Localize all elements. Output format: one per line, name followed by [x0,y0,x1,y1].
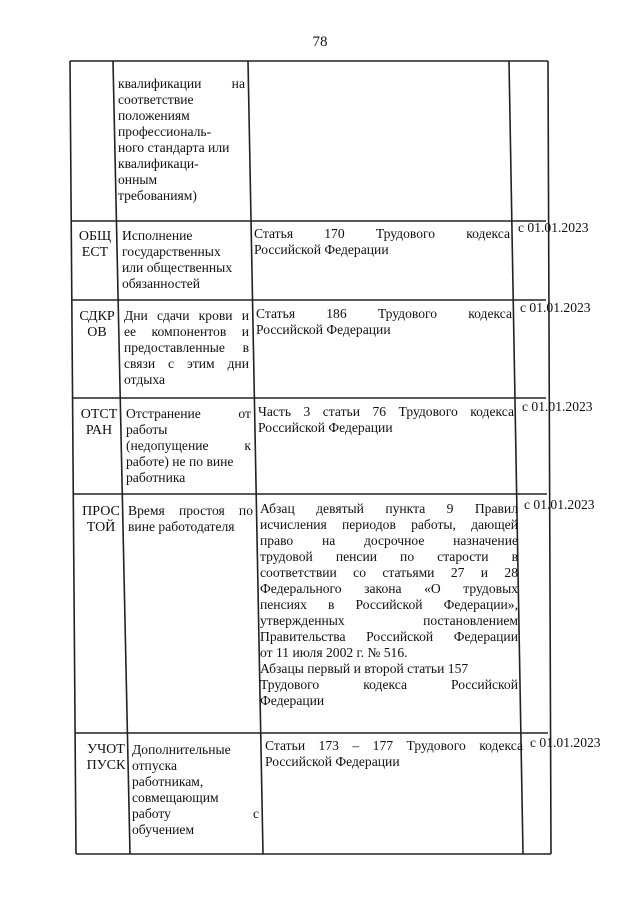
description-line: Исполнение [122,228,193,243]
row-description [118,222,250,292]
row-code: ОБЩ ЕСТ [78,229,112,260]
description-line: или общественных [122,260,233,275]
description-line: Дополнительные [132,742,231,757]
description-line: связи с этим дни [124,356,249,371]
basis-line: Статьи 173 – 177 Трудового кодекса [265,738,523,753]
row-code: СДКР ОВ [79,309,115,340]
basis-line: Статья 186 Трудового кодекса [256,306,512,321]
row-code: ОТСТ РАН [80,407,118,438]
basis-line: утвержденных постановлением [260,613,518,628]
description-line: квалификации на [118,76,245,91]
row-effective-date: с 01.01.2023 [518,220,589,235]
row-description [128,736,262,838]
description-line: положениям [118,108,190,123]
basis-line: Федерального закона «О трудовых [260,581,518,596]
basis-line: Абзацы первый и второй статьи 157 [260,661,469,676]
description-line: онным [118,172,158,187]
basis-line: Правительства Российской Федерации [260,629,518,644]
description-line: отпуска [132,758,178,773]
description-line: соответствие [118,92,194,107]
row-effective-date: с 01.01.2023 [530,735,601,750]
row-legal-basis [254,398,516,436]
basis-line: соответствии со статьями 27 и 28 [260,565,518,580]
description-line: работе) не по вине [126,454,234,469]
basis-line: Российской Федерации [258,420,393,435]
description-line: Время простоя по [128,503,253,518]
row-effective-date: с 01.01.2023 [524,497,595,512]
row-description [124,497,256,535]
description-line: работы [126,422,168,437]
basis-line: трудовой пенсии по старости в [260,549,518,564]
basis-line: от 11 июля 2002 г. № 516. [260,645,408,660]
description-line: вине работодателя [128,519,235,534]
page-number: 78 [312,34,328,50]
row-legal-basis [256,495,520,709]
basis-line: Российской Федерации [256,322,391,337]
description-line: профессиональ- [118,124,212,139]
row-legal-basis [250,220,512,258]
description-line: обязанностей [122,276,200,291]
basis-line: Часть 3 статьи 76 Трудового кодекса [258,404,514,419]
basis-line: право на досрочное назначение [260,533,518,548]
row-description [120,302,252,388]
row-legal-basis [252,300,514,338]
basis-line: пенсиях в Российской Федерации», [260,597,518,612]
basis-line: Статья 170 Трудового кодекса [254,226,510,241]
basis-line: Российской Федерации [265,754,400,769]
row-effective-date: с 01.01.2023 [522,399,593,414]
description-line: отдыха [124,372,166,387]
description-line: работу с [132,806,259,821]
description-line: предоставленные в [124,340,249,355]
row-description [114,70,248,204]
basis-line: исчисления периодов работы, дающей [260,517,518,532]
description-line: работникам, [132,774,204,789]
row-effective-date: с 01.01.2023 [520,300,591,315]
basis-line: Трудового кодекса Российской [260,677,518,692]
row-legal-basis [261,732,525,770]
description-line: ее компонентов и [124,324,249,339]
description-line: совмещающим [132,790,219,805]
row-code: ПРОС ТОЙ [82,504,120,535]
basis-line: Федерации [260,693,325,708]
description-line: (недопущение к [126,438,251,453]
row-code: УЧОТ ПУСК [86,742,126,773]
basis-line: Абзац девятый пункта 9 Правил [260,501,518,516]
description-line: обучением [132,822,195,837]
description-line: квалификаци- [118,156,199,171]
description-line: требованиям) [118,188,197,203]
description-line: государственных [122,244,221,259]
description-line: Дни сдачи крови и [124,308,249,323]
description-line: работника [126,470,186,485]
basis-line: Российской Федерации [254,242,389,257]
description-line: Отстранение от [126,406,251,421]
description-line: ного стандарта или [118,140,230,155]
row-description [122,400,254,486]
